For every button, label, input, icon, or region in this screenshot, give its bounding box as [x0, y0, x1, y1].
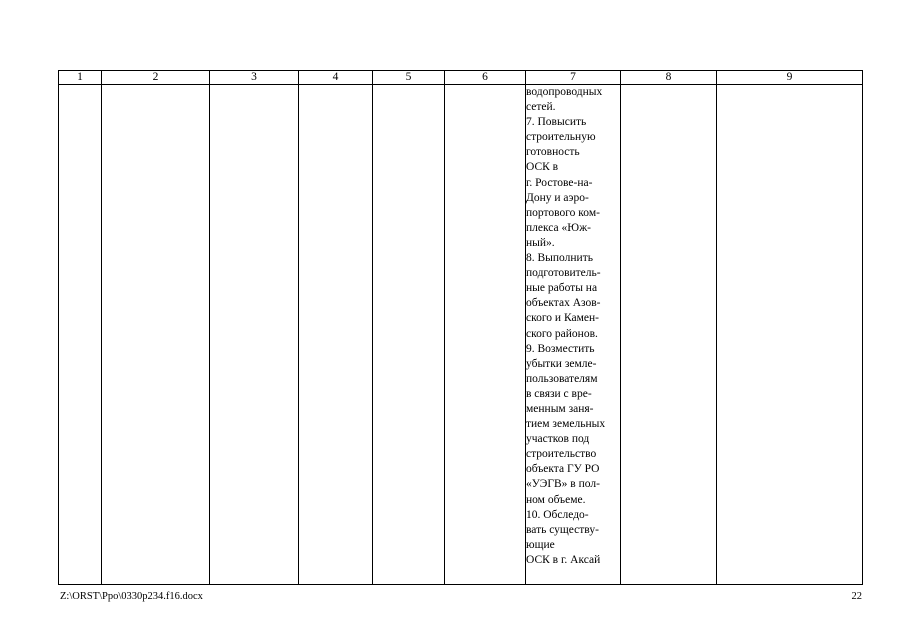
cell-line: пользователям — [526, 372, 598, 385]
cell-line: «УЭГВ» в пол- — [526, 478, 600, 491]
cell-col-9 — [717, 85, 863, 585]
cell-line: вать существу- — [526, 523, 599, 536]
cell-line: ный». — [526, 236, 555, 249]
cell-line: готовность — [526, 146, 580, 159]
table-row — [59, 85, 863, 585]
cell-line: 10. Обследо- — [526, 508, 589, 521]
cell-col-6 — [445, 85, 526, 585]
cell-line: Дону и аэро- — [526, 191, 589, 204]
page-number: 22 — [851, 591, 862, 602]
cell-line: сетей. — [526, 101, 556, 114]
cell-line: водопроводных — [526, 86, 603, 98]
cell-line: г. Ростове-на- — [526, 176, 593, 189]
cell-line: портового ком- — [526, 206, 600, 219]
data-table — [58, 70, 863, 585]
cell-line: менным заня- — [526, 402, 594, 415]
cell-line: плекса «Юж- — [526, 221, 592, 234]
cell-line: ном объеме. — [526, 493, 586, 506]
cell-line: ные работы на — [526, 282, 598, 295]
column-header-5: 5 — [373, 71, 445, 85]
column-header-9: 9 — [717, 71, 863, 85]
cell-col-3 — [210, 85, 299, 585]
cell-line: 9. Возместить — [526, 342, 595, 355]
cell-col-2 — [102, 85, 210, 585]
cell-line: в связи с вре- — [526, 387, 592, 400]
cell-line: ОСК в г. Аксай — [526, 553, 601, 566]
cell-line: ского районов. — [526, 327, 598, 340]
cell-line: ОСК в — [526, 161, 559, 174]
cell-line: участков под — [526, 433, 590, 446]
cell-col-5 — [373, 85, 445, 585]
cell-line: 7. Повысить — [526, 116, 587, 129]
cell-col-4 — [299, 85, 373, 585]
cell-line: ющие — [526, 538, 555, 551]
header-row — [59, 71, 863, 85]
cell-line: 8. Выполнить — [526, 252, 593, 265]
column-header-2: 2 — [102, 71, 210, 85]
column-header-3: 3 — [210, 71, 299, 85]
cell-line: ского и Камен- — [526, 312, 599, 325]
cell-line: подготовитель- — [526, 267, 601, 280]
column-header-6: 6 — [445, 71, 526, 85]
column-header-7: 7 — [526, 71, 621, 85]
column-header-1: 1 — [59, 71, 102, 85]
cell-col-7 — [526, 85, 621, 585]
cell-col-1 — [59, 85, 102, 585]
cell-line: убытки земле- — [526, 357, 597, 370]
cell-line: строительство — [526, 448, 597, 461]
cell-col-8 — [621, 85, 717, 585]
cell-line: тием земельных — [526, 418, 606, 431]
column-header-4: 4 — [299, 71, 373, 85]
cell-line: строительную — [526, 131, 596, 144]
footer-file-path: Z:\ORST\Ppo\0330p234.f16.docx — [60, 591, 203, 602]
column-header-8: 8 — [621, 71, 717, 85]
cell-line: объектах Азов- — [526, 297, 601, 310]
cell-line: объекта ГУ РО — [526, 463, 600, 476]
